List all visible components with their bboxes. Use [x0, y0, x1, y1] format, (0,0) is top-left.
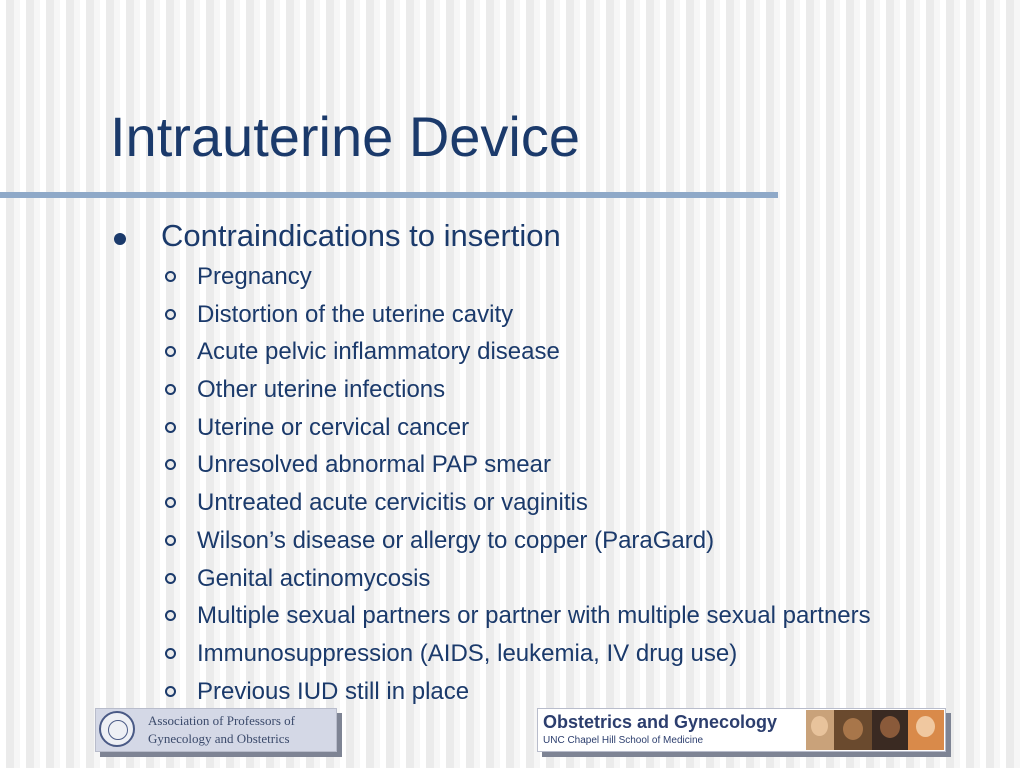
bullet-ring-icon — [165, 422, 176, 433]
list-item-text: Other uterine infections — [197, 376, 446, 404]
list-item-text: Pregnancy — [197, 263, 312, 290]
list-item-text: Untreated acute cervicitis or vaginitis — [197, 489, 588, 517]
bullet-ring-icon — [165, 610, 176, 621]
women-photos-image — [806, 710, 944, 750]
obgyn-logo — [537, 708, 946, 752]
bullet-ring-icon — [165, 271, 176, 282]
list-item — [164, 560, 1014, 598]
bullet-ring-icon — [165, 346, 176, 357]
list-item — [164, 484, 1014, 522]
apgo-name — [148, 712, 295, 748]
list-item — [164, 409, 1014, 447]
list-item-text: Previous IUD still in place — [197, 677, 470, 705]
apgo-seal-icon — [99, 711, 135, 747]
obgyn-logo-title: Obstetrics and Gynecology — [543, 712, 778, 732]
bullet-ring-icon — [165, 648, 176, 659]
list-item — [164, 635, 1014, 673]
main-bullet-text: Contraindications to insertion — [161, 218, 561, 253]
sub-bullet-list — [164, 258, 1014, 710]
bullet-ring-icon — [165, 309, 176, 320]
bullet-dot-icon — [114, 233, 126, 245]
slide-title: Intrauterine Device — [110, 105, 581, 168]
bullet-ring-icon — [165, 573, 176, 584]
bullet-ring-icon — [165, 535, 176, 546]
list-item — [164, 333, 1014, 371]
title-divider — [0, 192, 778, 198]
list-item — [164, 258, 1014, 296]
obgyn-logo-subtitle: UNC Chapel Hill School of Medicine — [543, 735, 704, 746]
list-item — [164, 522, 1014, 560]
list-item — [164, 597, 1014, 635]
list-item — [164, 371, 1014, 409]
apgo-name-line2: Gynecology and Obstetrics — [148, 731, 290, 746]
list-item-text: Genital actinomycosis — [197, 564, 431, 592]
bullet-ring-icon — [165, 384, 176, 395]
list-item-text: Distortion of the uterine cavity — [197, 300, 514, 328]
apgo-logo — [95, 708, 337, 752]
list-item-text: Multiple sexual partners or partner with multiple sexual partners — [197, 602, 871, 630]
list-item-text: Unresolved abnormal PAP smear — [197, 451, 551, 479]
list-item — [164, 673, 1014, 711]
list-item-text: Uterine or cervical cancer — [197, 413, 470, 441]
bullet-ring-icon — [165, 459, 176, 470]
apgo-name-line1: Association of Professors of — [148, 713, 295, 728]
list-item-text: Wilson’s disease or allergy to copper (ParaGard) — [197, 526, 715, 554]
bullet-ring-icon — [165, 497, 176, 508]
list-item-text: Immunosuppression (AIDS, leukemia, IV drug use) — [197, 639, 738, 667]
list-item — [164, 446, 1014, 484]
list-item — [164, 296, 1014, 334]
bullet-ring-icon — [165, 686, 176, 697]
list-item-text: Acute pelvic inflammatory disease — [197, 338, 560, 366]
